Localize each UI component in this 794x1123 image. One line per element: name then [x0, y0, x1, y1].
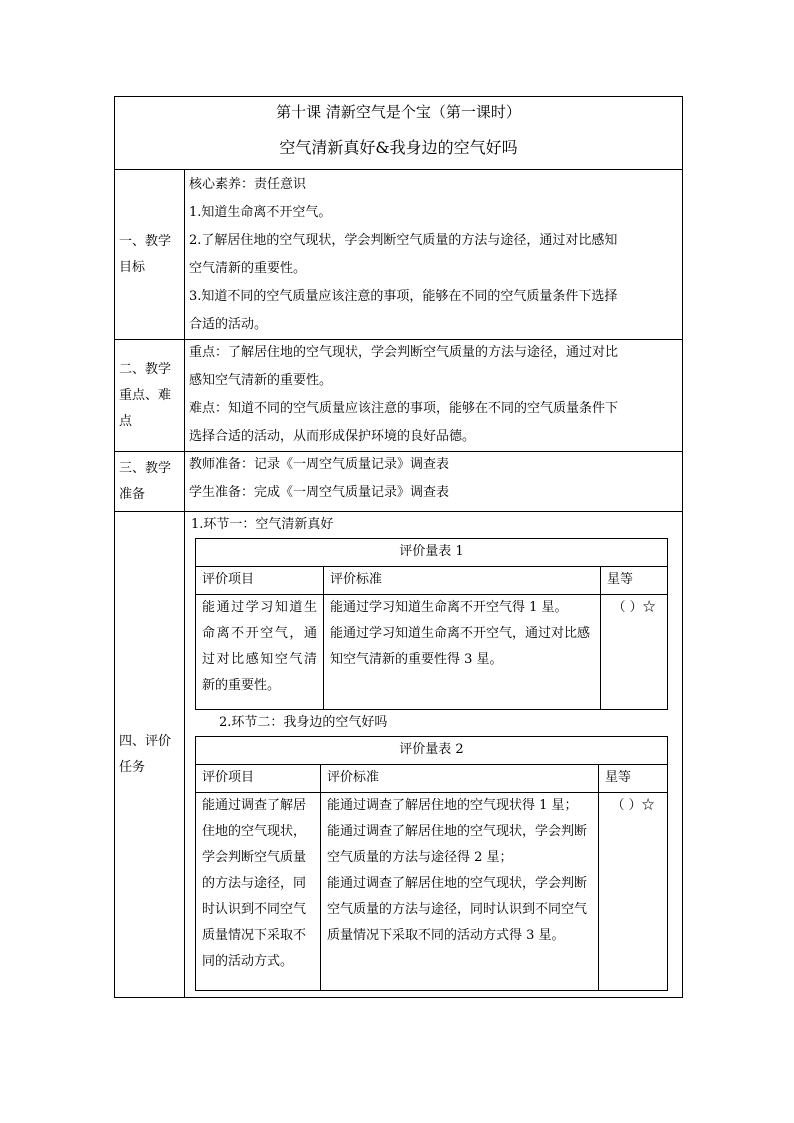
goals-line: 2.了解居住地的空气现状，学会判断空气质量的方法与途径，通过对比感知: [189, 233, 618, 248]
key-points-line: 感知空气清新的重要性。: [189, 373, 333, 388]
rubric-2-col-item: 评价项目: [196, 765, 321, 793]
eval-label: 四、评价 任务: [115, 512, 185, 998]
rubric-2-standard: 能通过调查了解居住地的空气现状得 1 星； 能通过调查了解居住地的空气现状，学会判断空气质量的方法与途径得 2 星； 能通过调查了解居住地的空气现状，学会判断空气质量的方法与途径，同时认识到不同空气质量情况下采取不同的活动方式得 3 星。: [321, 793, 599, 991]
rubric-1-title: 评价量表 1: [196, 539, 668, 567]
rubric-1-standard: 能通过学习知道生命离不开空气得 1 星。 能通过学习知道生命离不开空气，通过对比感知空气清新的重要性得 3 星。: [324, 595, 601, 710]
lesson-plan-table: [114, 96, 683, 998]
rubric-table-2: [195, 736, 668, 991]
lesson-title: 第十课 清新空气是个宝（第一课时）: [276, 103, 521, 121]
key-points-line: 重点：了解居住地的空气现状，学会判断空气质量的方法与途径，通过对比: [189, 345, 619, 360]
rubric-1-grade: （ ）☆: [601, 595, 668, 710]
rubric-table-1: [195, 538, 668, 710]
teacher-prep: 教师准备：记录《一周空气质量记录》调查表: [189, 457, 450, 472]
step-2-heading: 2.环节二：我身边的空气好吗: [219, 715, 388, 730]
goals-content: [185, 170, 683, 340]
goals-line: 核心素养：责任意识: [189, 177, 307, 192]
key-points-line: 难点：知道不同的空气质量应该注意的事项，能够在不同的空气质量条件下: [189, 401, 619, 416]
key-points-label: 二、教学 重点、难 点: [115, 340, 185, 452]
eval-row: [115, 512, 683, 998]
title-cell: [115, 97, 683, 170]
rubric-2-title: 评价量表 2: [196, 737, 668, 765]
prep-content: [185, 452, 683, 512]
student-prep: 学生准备：完成《一周空气质量记录》调查表: [189, 485, 450, 500]
key-points-content: [185, 340, 683, 452]
goals-line: 3.知道不同的空气质量应该注意的事项，能够在不同的空气质量条件下选择: [189, 289, 618, 304]
rubric-1-col-item: 评价项目: [196, 567, 324, 595]
goals-row: [115, 170, 683, 340]
goals-line: 空气清新的重要性。: [189, 261, 307, 276]
goals-line: 合适的活动。: [189, 317, 268, 332]
key-points-line: 选择合适的活动，从而形成保护环境的良好品德。: [189, 429, 476, 444]
prep-row: [115, 452, 683, 512]
rubric-1-col-standard: 评价标准: [324, 567, 601, 595]
rubric-1-item: 能通过学习知道生命离不开空气，通过对比感知空气清新的重要性。: [196, 595, 324, 710]
rubric-2-item: 能通过调查了解居住地的空气现状，学会判断空气质量的方法与途径，同时认识到不同空气质量情况下采取不同的活动方式。: [196, 793, 321, 991]
rubric-2-grade: （ ）☆: [599, 793, 668, 991]
prep-label: 三、教学 准备: [115, 452, 185, 512]
rubric-1-col-grade: 星等: [601, 567, 668, 595]
rubric-2-col-standard: 评价标准: [321, 765, 599, 793]
goals-line: 1.知道生命离不开空气。: [189, 205, 332, 220]
rubric-2-col-grade: 星等: [599, 765, 668, 793]
key-points-row: [115, 340, 683, 452]
lesson-subtitle: 空气清新真好&我身边的空气好吗: [279, 138, 518, 157]
eval-content: [185, 512, 683, 998]
title-row: [115, 97, 683, 170]
step-1-heading: 1.环节一：空气清新真好: [191, 517, 334, 532]
goals-label: 一、教学 目标: [115, 170, 185, 340]
